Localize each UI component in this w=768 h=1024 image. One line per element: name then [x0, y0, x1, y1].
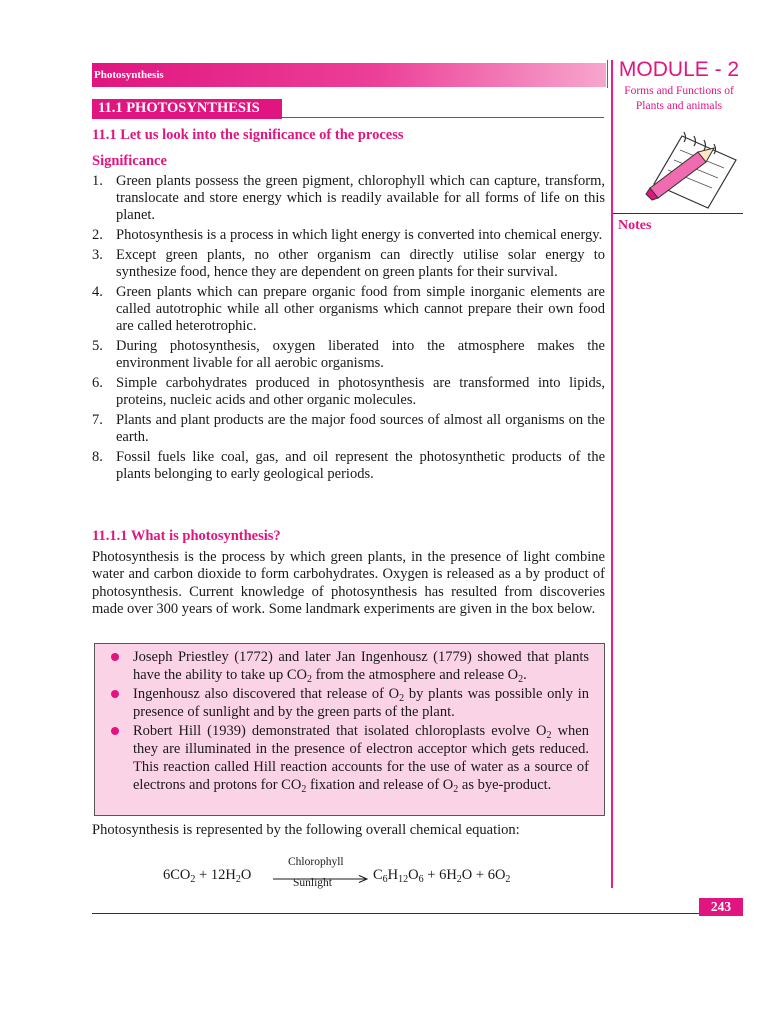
- significance-list: [92, 173, 605, 486]
- list-item: [92, 227, 605, 244]
- subscript: 6: [382, 874, 388, 885]
- arrow-label-sunlight: Sunlight: [293, 877, 332, 889]
- chemical-equation: [163, 856, 563, 896]
- list-item: [92, 375, 605, 409]
- module-subtitle-line-1: Forms and Functions of: [624, 85, 734, 97]
- arrow-label-chlorophyll: Chlorophyll: [288, 856, 344, 868]
- subscript: 2: [235, 874, 241, 885]
- landmark-experiments-box: [94, 643, 605, 816]
- what-is-photosynthesis-heading: 11.1.1 What is photosynthesis?: [92, 528, 281, 544]
- equation-products: [373, 867, 510, 884]
- list-text: Plants and plant products are the major food sources of almost all organisms on the earth.: [116, 412, 605, 446]
- notes-label: Notes: [618, 218, 652, 233]
- section-heading-box: [92, 99, 282, 119]
- equation-intro: Photosynthesis is represented by the following overall chemical equation:: [92, 822, 520, 838]
- margin-divider: [611, 60, 613, 888]
- footer-rule: [92, 913, 743, 914]
- text-span: O + 6O: [461, 867, 506, 883]
- experiment-item-ingenhousz: [109, 685, 589, 721]
- list-number: 7.: [92, 412, 103, 429]
- list-text: During photosynthesis, oxygen liberated into the atmosphere makes the environment livable for all aerobic organisms.: [116, 338, 605, 372]
- subscript: 2: [306, 674, 312, 685]
- text-span: + 12H: [195, 867, 236, 883]
- text-span: Ingenhousz also discovered that release of O: [133, 686, 400, 702]
- text-span: 6CO: [163, 867, 191, 883]
- module-subtitle-line-2: Plants and animals: [635, 100, 723, 112]
- significance-heading: Significance: [92, 153, 167, 169]
- list-item: [92, 449, 605, 483]
- page-number: 243: [699, 898, 743, 916]
- experiments-list: [109, 648, 589, 795]
- text-span: as bye-product.: [458, 777, 552, 793]
- list-text: Fossil fuels like coal, gas, and oil represent the photosynthetic products of the plants belonging to early geological periods.: [116, 449, 605, 483]
- text-span: Joseph Priestley (1772) and later Jan Ingenhousz (1779) showed that plants have the ability to take up CO: [133, 649, 589, 683]
- list-item: [92, 284, 605, 336]
- text-span: O: [240, 867, 252, 883]
- list-item: [92, 247, 605, 281]
- list-item: [92, 412, 605, 446]
- list-number: 6.: [92, 375, 103, 392]
- list-number: 8.: [92, 449, 103, 466]
- text-span: + 6H: [423, 867, 457, 883]
- subscript: 6: [418, 874, 424, 885]
- list-text: Except green plants, no other organism can directly utilise solar energy to synthesize food, hence they are dependent on green plants for their survival.: [116, 247, 605, 281]
- subscript: 2: [546, 730, 552, 741]
- running-title: Photosynthesis: [94, 69, 164, 81]
- subsection-title: 11.1 Let us look into the significance of the process: [92, 127, 404, 143]
- list-number: 3.: [92, 247, 103, 263]
- subscript: 12: [398, 874, 409, 885]
- text-span: fixation and release of O: [306, 777, 454, 793]
- bullet-icon: [111, 653, 119, 661]
- list-number: 5.: [92, 338, 103, 355]
- subscript: 2: [518, 674, 524, 685]
- list-item: [92, 338, 605, 372]
- running-header: [92, 63, 606, 87]
- list-number: 1.: [92, 173, 103, 189]
- text-span: from the atmosphere and release O: [311, 667, 519, 683]
- list-text: Photosynthesis is a process in which light energy is converted into chemical energy.: [116, 227, 603, 244]
- list-number: 2.: [92, 227, 103, 244]
- text-span: when they are illuminated in the presence of electron acceptor which gets reduced. This reaction called Hill reaction accounts for the use of water as a source of electrons and protons for CO: [133, 723, 589, 793]
- text-span: .: [523, 667, 527, 683]
- list-number: 4.: [92, 284, 103, 300]
- experiment-item-priestley: [109, 648, 589, 684]
- section-heading: 11.1 PHOTOSYNTHESIS: [98, 100, 260, 116]
- equation-reactants: [163, 867, 251, 884]
- module-title: MODULE - 2: [618, 58, 740, 81]
- list-text: Simple carbohydrates produced in photosynthesis are transformed into lipids, proteins, nucleic acids and other organic molecules.: [116, 375, 605, 409]
- text-span: by plants was possible only in presence of sunlight and by the green parts of the plant.: [133, 686, 589, 720]
- bullet-icon: [111, 727, 119, 735]
- subscript: 2: [505, 874, 511, 885]
- experiment-item-hill: [109, 722, 589, 794]
- subscript: 2: [399, 693, 405, 704]
- subscript: 2: [453, 784, 459, 795]
- notes-rule: [613, 213, 743, 214]
- text-span: H: [387, 867, 399, 883]
- subscript: 2: [456, 874, 462, 885]
- pencil-notepad-icon: [640, 128, 740, 210]
- intro-paragraph: Photosynthesis is the process by which green plants, in the presence of light combine water and carbon dioxide to form carbohydrates. Oxygen is released as a by product of photosynthesis. Current knowledge of photosynthesis has resulted from discoveries made over 300 years of work. Some landmark experiments are given in the box below.: [92, 549, 605, 617]
- list-text: Green plants which can prepare organic food from simple inorganic elements are called autotrophic while all other organisms which cannot prepare their own food are called heterotrophic.: [116, 284, 605, 335]
- text-span: C: [373, 867, 383, 883]
- module-subtitle: [615, 84, 743, 114]
- text-span: Robert Hill (1939) demonstrated that isolated chloroplasts evolve O: [133, 723, 547, 739]
- header-divider: [607, 60, 608, 88]
- list-text: Green plants possess the green pigment, chlorophyll which can capture, transform, translocate and store energy which is readily available for all forms of life on this planet.: [116, 173, 605, 224]
- text-span: O: [408, 867, 419, 883]
- subscript: 2: [190, 874, 196, 885]
- list-item: [92, 173, 605, 225]
- bullet-icon: [111, 690, 119, 698]
- section-heading-rule: [282, 117, 604, 118]
- subscript: 2: [301, 784, 307, 795]
